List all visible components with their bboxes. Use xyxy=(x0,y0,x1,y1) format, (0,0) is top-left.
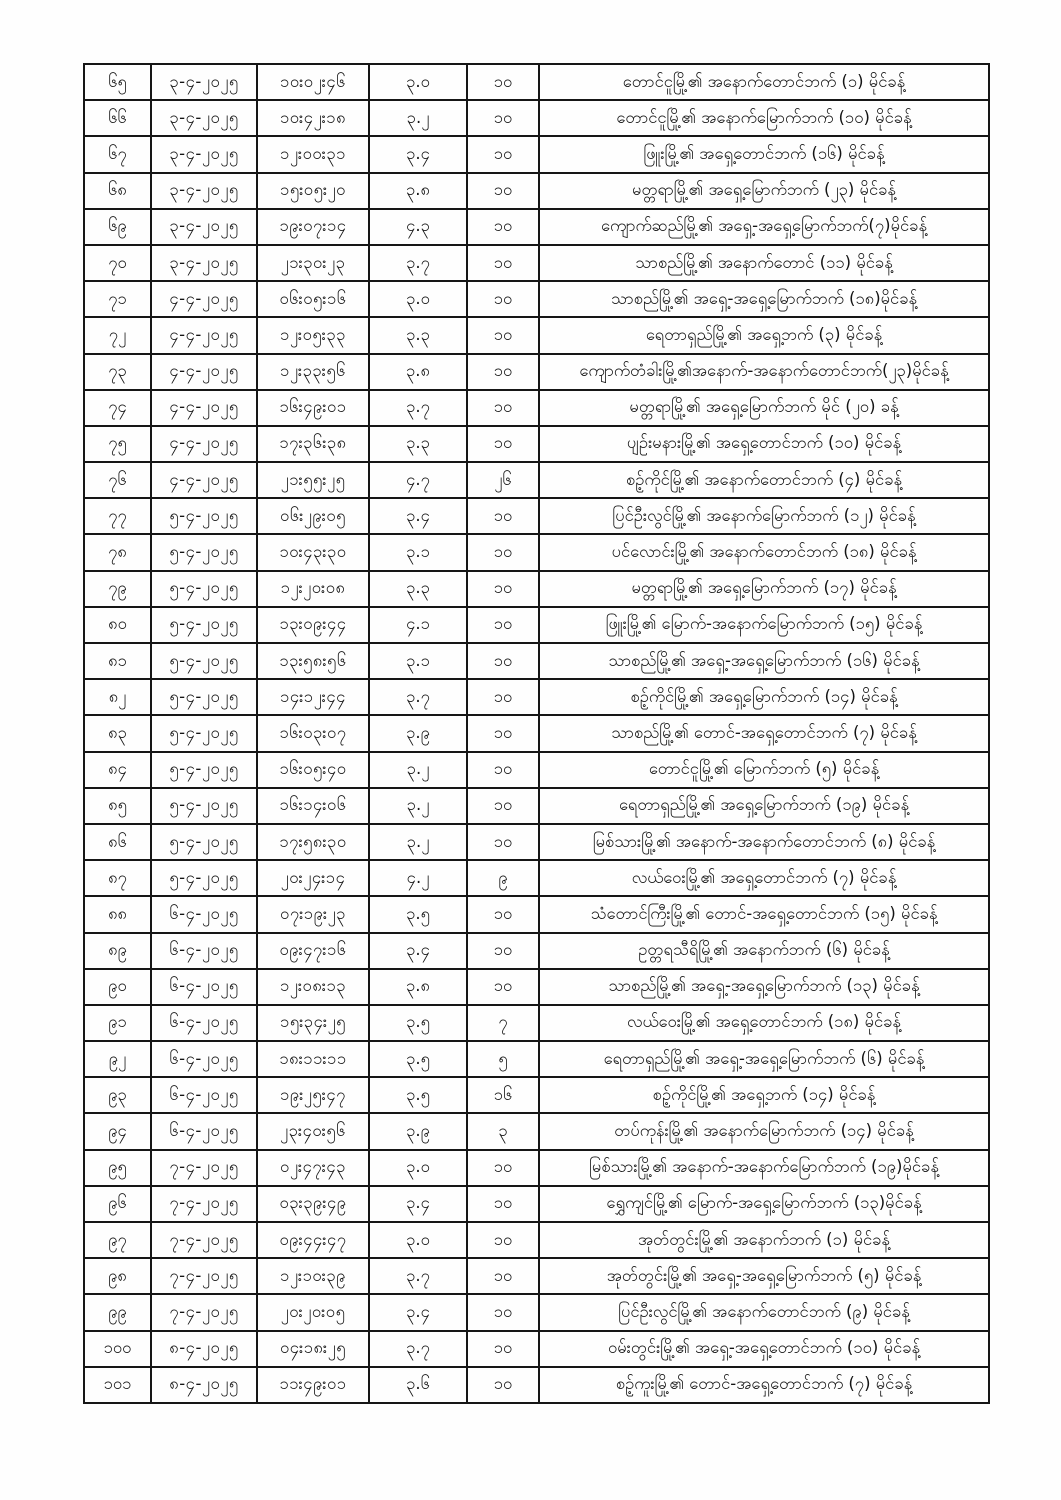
magnitude-cell: ၃.၀ xyxy=(369,281,467,317)
time-cell: ၁၃း၀၉း၄၄ xyxy=(257,607,369,643)
magnitude-cell: ၃.၇ xyxy=(369,1331,467,1367)
time-cell: ၁၆း၁၄း၀၆ xyxy=(257,788,369,824)
table-row xyxy=(84,1077,989,1113)
depth-cell: ၁၀ xyxy=(467,1150,539,1186)
serial-number-cell: ၆၆ xyxy=(84,100,151,136)
serial-number-cell: ၇၃ xyxy=(84,354,151,390)
location-cell: ကျောက်ဆည်မြို့၏ အရှေ့-အရှေ့မြောက်ဘက်(၇)မိုင်ခန့် xyxy=(539,209,989,245)
magnitude-cell: ၃.၅ xyxy=(369,896,467,932)
table-row xyxy=(84,715,989,751)
serial-number-cell: ၁၀၀ xyxy=(84,1331,151,1367)
date-cell: ၅-၄-၂၀၂၅ xyxy=(151,860,257,896)
depth-cell: ၉ xyxy=(467,860,539,896)
table-row xyxy=(84,969,989,1005)
location-cell: ဖြူးမြို့၏ အရှေ့တောင်ဘက် (၁၆) မိုင်ခန့် xyxy=(539,136,989,172)
location-cell: ရေတာရှည်မြို့၏ အရှေ့မြောက်ဘက် (၁၉) မိုင်ခန့် xyxy=(539,788,989,824)
time-cell: ၁၃း၅၈း၅၆ xyxy=(257,643,369,679)
table-row xyxy=(84,426,989,462)
time-cell: ၀၇း၁၉း၂၃ xyxy=(257,896,369,932)
serial-number-cell: ၉၆ xyxy=(84,1186,151,1222)
location-cell: သာစည်မြို့၏ တောင်-အရှေ့တောင်ဘက် (၇) မိုင်ခန့် xyxy=(539,715,989,751)
serial-number-cell: ၆၈ xyxy=(84,173,151,209)
date-cell: ၃-၄-၂၀၂၅ xyxy=(151,100,257,136)
table-row xyxy=(84,788,989,824)
depth-cell: ၁၀ xyxy=(467,824,539,860)
serial-number-cell: ၈၇ xyxy=(84,860,151,896)
magnitude-cell: ၃.၁ xyxy=(369,534,467,570)
table-row xyxy=(84,1041,989,1077)
magnitude-cell: ၃.၀ xyxy=(369,1222,467,1258)
location-cell: စဉ့်ကူးမြို့၏ တောင်-အရှေ့တောင်ဘက် (၇) မိုင်ခန့် xyxy=(539,1367,989,1403)
time-cell: ၁၇း၃၆း၃၈ xyxy=(257,426,369,462)
table-row xyxy=(84,933,989,969)
location-cell: လယ်ဝေးမြို့၏ အရှေ့တောင်ဘက် (၇) မိုင်ခန့် xyxy=(539,860,989,896)
date-cell: ၄-၄-၂၀၂၅ xyxy=(151,390,257,426)
time-cell: ၁၂း၀၅း၃၃ xyxy=(257,317,369,353)
serial-number-cell: ၆၉ xyxy=(84,209,151,245)
depth-cell: ၁၀ xyxy=(467,317,539,353)
serial-number-cell: ၉၈ xyxy=(84,1258,151,1294)
date-cell: ၅-၄-၂၀၂၅ xyxy=(151,679,257,715)
depth-cell: ၁၀ xyxy=(467,571,539,607)
location-cell: ကျောက်တံခါးမြို့၏အနောက်-အနောက်တောင်ဘက်(၂၃)မိုင်ခန့် xyxy=(539,354,989,390)
time-cell: ၁၉း၀၇း၁၄ xyxy=(257,209,369,245)
serial-number-cell: ၉၇ xyxy=(84,1222,151,1258)
magnitude-cell: ၃.၃ xyxy=(369,317,467,353)
serial-number-cell: ၇၄ xyxy=(84,390,151,426)
depth-cell: ၁၀ xyxy=(467,715,539,751)
time-cell: ၀၃း၃၉း၄၉ xyxy=(257,1186,369,1222)
depth-cell: ၁၀ xyxy=(467,1258,539,1294)
serial-number-cell: ၇၉ xyxy=(84,571,151,607)
magnitude-cell: ၃.၅ xyxy=(369,1077,467,1113)
magnitude-cell: ၃.၅ xyxy=(369,1005,467,1041)
location-cell: ဝမ်းတွင်းမြို့၏ အရှေ့-အရှေ့တောင်ဘက် (၁၀) မိုင်ခန့် xyxy=(539,1331,989,1367)
location-cell: ပင်လောင်းမြို့၏ အနောက်တောင်ဘက် (၁၈) မိုင်ခန့် xyxy=(539,534,989,570)
magnitude-cell: ၃.၉ xyxy=(369,715,467,751)
table-row xyxy=(84,752,989,788)
location-cell: မတ္တရာမြို့၏ အရှေ့မြောက်ဘက် (၂၃) မိုင်ခန့် xyxy=(539,173,989,209)
table-row xyxy=(84,607,989,643)
serial-number-cell: ၉၉ xyxy=(84,1294,151,1330)
date-cell: ၆-၄-၂၀၂၅ xyxy=(151,933,257,969)
table-row xyxy=(84,1005,989,1041)
serial-number-cell: ၈၄ xyxy=(84,752,151,788)
table-row xyxy=(84,824,989,860)
date-cell: ၇-၄-၂၀၂၅ xyxy=(151,1186,257,1222)
location-cell: တောင်ငူမြို့၏ အနောက်မြောက်ဘက် (၁၀) မိုင်ခန့် xyxy=(539,100,989,136)
location-cell: မြစ်သားမြို့၏ အနောက်-အနောက်တောင်ဘက် (၈) မိုင်ခန့် xyxy=(539,824,989,860)
location-cell: ဖြူးမြို့၏ မြောက်-အနောက်မြောက်ဘက် (၁၅) မိုင်ခန့် xyxy=(539,607,989,643)
table-row xyxy=(84,136,989,172)
location-cell: ရွှေကျင်မြို့၏ မြောက်-အရှေ့မြောက်ဘက် (၁၃)မိုင်ခန့် xyxy=(539,1186,989,1222)
table-row xyxy=(84,643,989,679)
magnitude-cell: ၃.၄ xyxy=(369,136,467,172)
depth-cell: ၁၀ xyxy=(467,390,539,426)
depth-cell: ၃ xyxy=(467,1113,539,1149)
depth-cell: ၁၀ xyxy=(467,933,539,969)
table-row xyxy=(84,281,989,317)
time-cell: ၁၂း၀၀း၃၁ xyxy=(257,136,369,172)
magnitude-cell: ၃.၇ xyxy=(369,245,467,281)
date-cell: ၇-၄-၂၀၂၅ xyxy=(151,1150,257,1186)
magnitude-cell: ၃.၁ xyxy=(369,643,467,679)
location-cell: ပြင်ဦးလွင်မြို့၏ အနောက်တောင်ဘက် (၉) မိုင်ခန့် xyxy=(539,1294,989,1330)
date-cell: ၆-၄-၂၀၂၅ xyxy=(151,1077,257,1113)
magnitude-cell: ၄.၂ xyxy=(369,860,467,896)
date-cell: ၇-၄-၂၀၂၅ xyxy=(151,1294,257,1330)
time-cell: ၂၁း၅၅း၂၅ xyxy=(257,462,369,498)
time-cell: ၁၂း၂၀း၀၈ xyxy=(257,571,369,607)
magnitude-cell: ၃.၇ xyxy=(369,679,467,715)
time-cell: ၂၁း၃၀း၂၃ xyxy=(257,245,369,281)
depth-cell: ၁၀ xyxy=(467,1186,539,1222)
time-cell: ၁၂း၀၈း၁၃ xyxy=(257,969,369,1005)
table-row xyxy=(84,100,989,136)
time-cell: ၀၆း၀၅း၁၆ xyxy=(257,281,369,317)
date-cell: ၄-၄-၂၀၂၅ xyxy=(151,281,257,317)
table-row xyxy=(84,1258,989,1294)
serial-number-cell: ၈၁ xyxy=(84,643,151,679)
serial-number-cell: ၇၀ xyxy=(84,245,151,281)
serial-number-cell: ၇၈ xyxy=(84,534,151,570)
serial-number-cell: ၉၄ xyxy=(84,1113,151,1149)
location-cell: မတ္တရာမြို့၏ အရှေ့မြောက်ဘက် (၁၇) မိုင်ခန့် xyxy=(539,571,989,607)
table-row xyxy=(84,462,989,498)
depth-cell: ၁၀ xyxy=(467,136,539,172)
table-row xyxy=(84,498,989,534)
table-row xyxy=(84,390,989,426)
serial-number-cell: ၉၁ xyxy=(84,1005,151,1041)
table-row xyxy=(84,679,989,715)
depth-cell: ၇ xyxy=(467,1005,539,1041)
time-cell: ၂၀း၂၀း၀၅ xyxy=(257,1294,369,1330)
aftershock-table-body xyxy=(84,64,989,1403)
location-cell: သာစည်မြို့၏ အရှေ့-အရှေ့မြောက်ဘက် (၁၆) မိုင်ခန့် xyxy=(539,643,989,679)
time-cell: ၀၆း၂၉း၀၅ xyxy=(257,498,369,534)
date-cell: ၃-၄-၂၀၂၅ xyxy=(151,136,257,172)
magnitude-cell: ၃.၅ xyxy=(369,1041,467,1077)
depth-cell: ၁၀ xyxy=(467,679,539,715)
magnitude-cell: ၃.၃ xyxy=(369,571,467,607)
table-row xyxy=(84,209,989,245)
depth-cell: ၁၀ xyxy=(467,1367,539,1403)
table-row xyxy=(84,1222,989,1258)
date-cell: ၆-၄-၂၀၂၅ xyxy=(151,1041,257,1077)
location-cell: ဥတ္တရသီရိမြို့၏ အနောက်ဘက် (၆) မိုင်ခန့် xyxy=(539,933,989,969)
depth-cell: ၁၀ xyxy=(467,245,539,281)
location-cell: လယ်ဝေးမြို့၏ အရှေ့တောင်ဘက် (၁၈) မိုင်ခန့် xyxy=(539,1005,989,1041)
magnitude-cell: ၃.၇ xyxy=(369,1258,467,1294)
magnitude-cell: ၃.၄ xyxy=(369,498,467,534)
table-row xyxy=(84,1150,989,1186)
date-cell: ၄-၄-၂၀၂၅ xyxy=(151,354,257,390)
magnitude-cell: ၃.၂ xyxy=(369,100,467,136)
date-cell: ၅-၄-၂၀၂၅ xyxy=(151,643,257,679)
location-cell: အုတ်တွင်းမြို့၏ အနောက်ဘက် (၁) မိုင်ခန့် xyxy=(539,1222,989,1258)
magnitude-cell: ၃.၂ xyxy=(369,824,467,860)
table-row xyxy=(84,534,989,570)
depth-cell: ၁၀ xyxy=(467,607,539,643)
time-cell: ၁၂း၃၃း၅၆ xyxy=(257,354,369,390)
date-cell: ၆-၄-၂၀၂၅ xyxy=(151,969,257,1005)
time-cell: ၀၉း၄၇း၁၆ xyxy=(257,933,369,969)
magnitude-cell: ၃.၄ xyxy=(369,1294,467,1330)
location-cell: မတ္တရာမြို့၏ အရှေ့မြောက်ဘက် မိုင် (၂၀) ခန့် xyxy=(539,390,989,426)
serial-number-cell: ၈၃ xyxy=(84,715,151,751)
magnitude-cell: ၃.၀ xyxy=(369,64,467,100)
serial-number-cell: ၇၆ xyxy=(84,462,151,498)
serial-number-cell: ၈၈ xyxy=(84,896,151,932)
depth-cell: ၁၀ xyxy=(467,354,539,390)
table-row xyxy=(84,860,989,896)
magnitude-cell: ၄.၇ xyxy=(369,462,467,498)
magnitude-cell: ၃.၉ xyxy=(369,1113,467,1149)
time-cell: ၁၇း၅၈း၃၀ xyxy=(257,824,369,860)
date-cell: ၃-၄-၂၀၂၅ xyxy=(151,173,257,209)
depth-cell: ၁၀ xyxy=(467,643,539,679)
date-cell: ၄-၄-၂၀၂၅ xyxy=(151,317,257,353)
time-cell: ၁၆း၀၅း၄၀ xyxy=(257,752,369,788)
time-cell: ၁၀း၄၂း၁၈ xyxy=(257,100,369,136)
date-cell: ၃-၄-၂၀၂၅ xyxy=(151,209,257,245)
date-cell: ၈-၄-၂၀၂၅ xyxy=(151,1331,257,1367)
depth-cell: ၁၀ xyxy=(467,1331,539,1367)
depth-cell: ၁၆ xyxy=(467,1077,539,1113)
time-cell: ၁၆း၀၃း၀၇ xyxy=(257,715,369,751)
date-cell: ၅-၄-၂၀၂၅ xyxy=(151,824,257,860)
table-row xyxy=(84,1294,989,1330)
location-cell: မြစ်သားမြို့၏ အနောက်-အနောက်မြောက်ဘက် (၁၉)မိုင်ခန့် xyxy=(539,1150,989,1186)
magnitude-cell: ၃.၇ xyxy=(369,390,467,426)
magnitude-cell: ၃.၈ xyxy=(369,354,467,390)
table-row xyxy=(84,571,989,607)
magnitude-cell: ၃.၃ xyxy=(369,426,467,462)
date-cell: ၇-၄-၂၀၂၅ xyxy=(151,1222,257,1258)
serial-number-cell: ၉၅ xyxy=(84,1150,151,1186)
depth-cell: ၁၀ xyxy=(467,426,539,462)
depth-cell: ၁၀ xyxy=(467,1222,539,1258)
magnitude-cell: ၄.၁ xyxy=(369,607,467,643)
table-row xyxy=(84,1113,989,1149)
depth-cell: ၁၀ xyxy=(467,788,539,824)
time-cell: ၁၄း၁၂း၄၄ xyxy=(257,679,369,715)
depth-cell: ၁၀ xyxy=(467,100,539,136)
location-cell: အုတ်တွင်းမြို့၏ အရှေ့-အရှေ့မြောက်ဘက် (၅) မိုင်ခန့် xyxy=(539,1258,989,1294)
date-cell: ၅-၄-၂၀၂၅ xyxy=(151,715,257,751)
date-cell: ၆-၄-၂၀၂၅ xyxy=(151,896,257,932)
depth-cell: ၁၀ xyxy=(467,498,539,534)
serial-number-cell: ၈၂ xyxy=(84,679,151,715)
location-cell: ရေတာရှည်မြို့၏ အရှေ့ဘက် (၃) မိုင်ခန့် xyxy=(539,317,989,353)
table-row xyxy=(84,64,989,100)
time-cell: ၁၀း၀၂း၄၆ xyxy=(257,64,369,100)
depth-cell: ၂၆ xyxy=(467,462,539,498)
serial-number-cell: ၉၀ xyxy=(84,969,151,1005)
time-cell: ၁၉း၂၅း၄၇ xyxy=(257,1077,369,1113)
depth-cell: ၁၀ xyxy=(467,534,539,570)
location-cell: တပ်ကုန်းမြို့၏ အနောက်မြောက်ဘက် (၁၄) မိုင်ခန့် xyxy=(539,1113,989,1149)
date-cell: ၃-၄-၂၀၂၅ xyxy=(151,245,257,281)
magnitude-cell: ၃.၆ xyxy=(369,1367,467,1403)
table-row xyxy=(84,1186,989,1222)
date-cell: ၄-၄-၂၀၂၅ xyxy=(151,426,257,462)
serial-number-cell: ၇၂ xyxy=(84,317,151,353)
location-cell: စဉ့်ကိုင်မြို့၏ အနောက်တောင်ဘက် (၄) မိုင်ခန့် xyxy=(539,462,989,498)
date-cell: ၈-၄-၂၀၂၅ xyxy=(151,1367,257,1403)
date-cell: ၃-၄-၂၀၂၅ xyxy=(151,64,257,100)
serial-number-cell: ၆၇ xyxy=(84,136,151,172)
depth-cell: ၁၀ xyxy=(467,209,539,245)
date-cell: ၅-၄-၂၀၂၅ xyxy=(151,752,257,788)
date-cell: ၅-၄-၂၀၂၅ xyxy=(151,534,257,570)
time-cell: ၁၅း၃၄း၂၅ xyxy=(257,1005,369,1041)
date-cell: ၇-၄-၂၀၂၅ xyxy=(151,1258,257,1294)
table-row xyxy=(84,1367,989,1403)
depth-cell: ၁၀ xyxy=(467,64,539,100)
magnitude-cell: ၃.၈ xyxy=(369,173,467,209)
location-cell: တောင်ငူမြို့၏ မြောက်ဘက် (၅) မိုင်ခန့် xyxy=(539,752,989,788)
table-row xyxy=(84,354,989,390)
location-cell: သံတောင်ကြီးမြို့၏ တောင်-အရှေ့တောင်ဘက် (၁၅) မိုင်ခန့် xyxy=(539,896,989,932)
time-cell: ၁၅း၀၅း၂၀ xyxy=(257,173,369,209)
time-cell: ၂၃း၄၀း၅၆ xyxy=(257,1113,369,1149)
date-cell: ၅-၄-၂၀၂၅ xyxy=(151,607,257,643)
location-cell: ပျဉ်းမနားမြို့၏ အရှေ့တောင်ဘက် (၁၀) မိုင်ခန့် xyxy=(539,426,989,462)
location-cell: စဉ့်ကိုင်မြို့၏ အရှေ့ဘက် (၁၄) မိုင်ခန့် xyxy=(539,1077,989,1113)
depth-cell: ၁၀ xyxy=(467,752,539,788)
magnitude-cell: ၃.၄ xyxy=(369,933,467,969)
serial-number-cell: ၈၆ xyxy=(84,824,151,860)
serial-number-cell: ၇၁ xyxy=(84,281,151,317)
time-cell: ၁၀း၄၃း၃၀ xyxy=(257,534,369,570)
table-row xyxy=(84,245,989,281)
magnitude-cell: ၄.၃ xyxy=(369,209,467,245)
location-cell: ပြင်ဦးလွင်မြို့၏ အနောက်မြောက်ဘက် (၁၂) မိုင်ခန့် xyxy=(539,498,989,534)
magnitude-cell: ၃.၂ xyxy=(369,752,467,788)
aftershock-table xyxy=(83,63,990,1404)
depth-cell: ၁၀ xyxy=(467,969,539,1005)
serial-number-cell: ၆၅ xyxy=(84,64,151,100)
date-cell: ၆-၄-၂၀၂၅ xyxy=(151,1113,257,1149)
depth-cell: ၁၀ xyxy=(467,281,539,317)
time-cell: ၁၂း၁၀း၃၉ xyxy=(257,1258,369,1294)
location-cell: ရေတာရှည်မြို့၏ အရှေ့-အရှေ့မြောက်ဘက် (၆) မိုင်ခန့် xyxy=(539,1041,989,1077)
magnitude-cell: ၃.၀ xyxy=(369,1150,467,1186)
magnitude-cell: ၃.၂ xyxy=(369,788,467,824)
depth-cell: ၁၀ xyxy=(467,1294,539,1330)
serial-number-cell: ၈၉ xyxy=(84,933,151,969)
time-cell: ၀၄း၁၈း၂၅ xyxy=(257,1331,369,1367)
magnitude-cell: ၃.၄ xyxy=(369,1186,467,1222)
time-cell: ၁၁း၄၉း၀၁ xyxy=(257,1367,369,1403)
table-row xyxy=(84,317,989,353)
serial-number-cell: ၈၀ xyxy=(84,607,151,643)
serial-number-cell: ၇၅ xyxy=(84,426,151,462)
table-row xyxy=(84,1331,989,1367)
depth-cell: ၁၀ xyxy=(467,896,539,932)
date-cell: ၆-၄-၂၀၂၅ xyxy=(151,1005,257,1041)
time-cell: ၀၂း၄၇း၄၃ xyxy=(257,1150,369,1186)
location-cell: သာစည်မြို့၏ အရှေ့-အရှေ့မြောက်ဘက် (၁၈)မိုင်ခန့် xyxy=(539,281,989,317)
date-cell: ၅-၄-၂၀၂၅ xyxy=(151,571,257,607)
location-cell: စဉ့်ကိုင်မြို့၏ အရှေ့မြောက်ဘက် (၁၄) မိုင်ခန့် xyxy=(539,679,989,715)
serial-number-cell: ၉၃ xyxy=(84,1077,151,1113)
location-cell: သာစည်မြို့၏ အရှေ့-အရှေ့မြောက်ဘက် (၁၃) မိုင်ခန့် xyxy=(539,969,989,1005)
serial-number-cell: ၁၀၁ xyxy=(84,1367,151,1403)
time-cell: ၂၀း၂၄း၁၄ xyxy=(257,860,369,896)
depth-cell: ၁၀ xyxy=(467,173,539,209)
table-row xyxy=(84,896,989,932)
serial-number-cell: ၈၅ xyxy=(84,788,151,824)
depth-cell: ၅ xyxy=(467,1041,539,1077)
serial-number-cell: ၇၇ xyxy=(84,498,151,534)
time-cell: ၀၉း၄၄း၄၇ xyxy=(257,1222,369,1258)
serial-number-cell: ၉၂ xyxy=(84,1041,151,1077)
date-cell: ၄-၄-၂၀၂၅ xyxy=(151,462,257,498)
location-cell: သာစည်မြို့၏ အနောက်တောင် (၁၁) မိုင်ခန့် xyxy=(539,245,989,281)
date-cell: ၅-၄-၂၀၂၅ xyxy=(151,788,257,824)
location-cell: တောင်ငူမြို့၏ အနောက်တောင်ဘက် (၁) မိုင်ခန့် xyxy=(539,64,989,100)
time-cell: ၁၆း၄၉း၀၁ xyxy=(257,390,369,426)
magnitude-cell: ၃.၈ xyxy=(369,969,467,1005)
table-row xyxy=(84,173,989,209)
time-cell: ၁၈း၁၁း၁၁ xyxy=(257,1041,369,1077)
date-cell: ၅-၄-၂၀၂၅ xyxy=(151,498,257,534)
